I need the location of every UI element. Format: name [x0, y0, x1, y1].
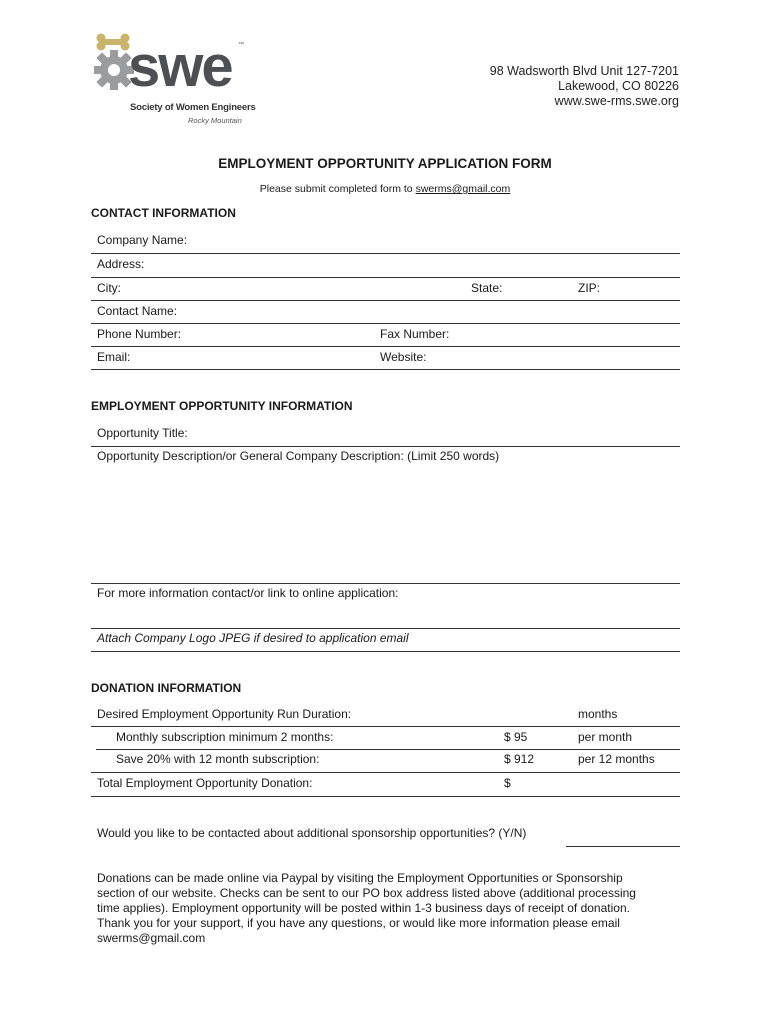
- email-label: Email:: [97, 350, 131, 364]
- closing-email: swerms@gmail.com: [97, 931, 206, 945]
- submit-email-link[interactable]: swerms@gmail.com: [415, 183, 511, 195]
- address-line-1: 98 Wadsworth Blvd Unit 127-7201: [489, 64, 679, 78]
- logo-org-name: Society of Women Engineers: [130, 102, 256, 113]
- closing-line: time applies). Employment opportunity will be posted within 1-3 business days of receipt of donation.: [97, 901, 630, 915]
- total-donation-field[interactable]: [91, 796, 680, 797]
- monthly-price: $ 95: [504, 730, 528, 744]
- opportunity-title-field[interactable]: [91, 446, 680, 447]
- address-field[interactable]: [91, 277, 680, 278]
- swe-logo: [88, 30, 256, 130]
- total-currency: $: [504, 776, 511, 790]
- employment-heading: EMPLOYMENT OPPORTUNITY INFORMATION: [91, 399, 353, 413]
- logo-trademark: ™: [238, 42, 244, 48]
- description-label: Opportunity Description/or General Company Description: (Limit 250 words): [97, 449, 500, 463]
- total-donation-label: Total Employment Opportunity Donation:: [97, 776, 313, 790]
- monthly-subscription-label: Monthly subscription minimum 2 months:: [116, 730, 334, 744]
- closing-paragraph: [97, 871, 677, 946]
- fax-label: Fax Number:: [380, 327, 450, 341]
- state-label: State:: [471, 281, 503, 295]
- website-label: Website:: [380, 350, 427, 364]
- yearly-divider: [91, 772, 680, 773]
- contact-heading: CONTACT INFORMATION: [91, 206, 236, 220]
- closing-line: section of our website. Checks can be sent to our PO box address listed above (additional processing: [97, 886, 636, 900]
- more-info-label: For more information contact/or link to online application:: [97, 586, 399, 600]
- yearly-unit: per 12 months: [578, 752, 655, 766]
- monthly-unit: per month: [578, 730, 633, 744]
- sponsorship-question: Would you like to be contacted about additional sponsorship opportunities? (Y/N): [97, 826, 527, 840]
- submit-text: Please submit completed form to: [259, 183, 413, 195]
- address-line-2: Lakewood, CO 80226: [558, 79, 679, 93]
- closing-line: Donations can be made online via Paypal by visiting the Employment Opportunities or Sponsorship: [97, 871, 623, 885]
- closing-line: Thank you for your support, if you have any questions, or would like more information please email: [97, 916, 620, 930]
- email-website-field[interactable]: [91, 369, 680, 370]
- city-state-zip-field[interactable]: [91, 300, 680, 301]
- logo-section-name: Rocky Mountain: [188, 116, 242, 125]
- description-field[interactable]: [91, 583, 680, 584]
- yearly-price: $ 912: [504, 752, 535, 766]
- donation-heading: DONATION INFORMATION: [91, 681, 242, 695]
- logo-wordmark: swe: [128, 34, 232, 99]
- monthly-divider: [96, 749, 680, 750]
- contact-name-label: Contact Name:: [97, 304, 178, 318]
- attach-divider: [91, 651, 680, 652]
- sponsorship-answer-field[interactable]: [566, 846, 680, 847]
- submit-instructions: [0, 183, 770, 195]
- contact-name-field[interactable]: [91, 323, 680, 324]
- city-label: City:: [97, 281, 121, 295]
- address-label: Address:: [97, 257, 145, 271]
- zip-label: ZIP:: [578, 281, 601, 295]
- months-label: months: [578, 707, 618, 721]
- company-name-field[interactable]: [91, 253, 680, 254]
- phone-fax-field[interactable]: [91, 346, 680, 347]
- opportunity-title-label: Opportunity Title:: [97, 426, 188, 440]
- run-duration-field[interactable]: [91, 726, 680, 727]
- form-title: EMPLOYMENT OPPORTUNITY APPLICATION FORM: [218, 156, 552, 171]
- company-name-label: Company Name:: [97, 233, 188, 247]
- phone-label: Phone Number:: [97, 327, 182, 341]
- attach-logo-note: Attach Company Logo JPEG if desired to application email: [97, 631, 409, 645]
- run-duration-label: Desired Employment Opportunity Run Duration:: [97, 707, 352, 721]
- org-address: [490, 64, 679, 109]
- address-website: www.swe-rms.swe.org: [554, 94, 679, 108]
- more-info-field[interactable]: [91, 628, 680, 629]
- yearly-subscription-label: Save 20% with 12 month subscription:: [116, 752, 320, 766]
